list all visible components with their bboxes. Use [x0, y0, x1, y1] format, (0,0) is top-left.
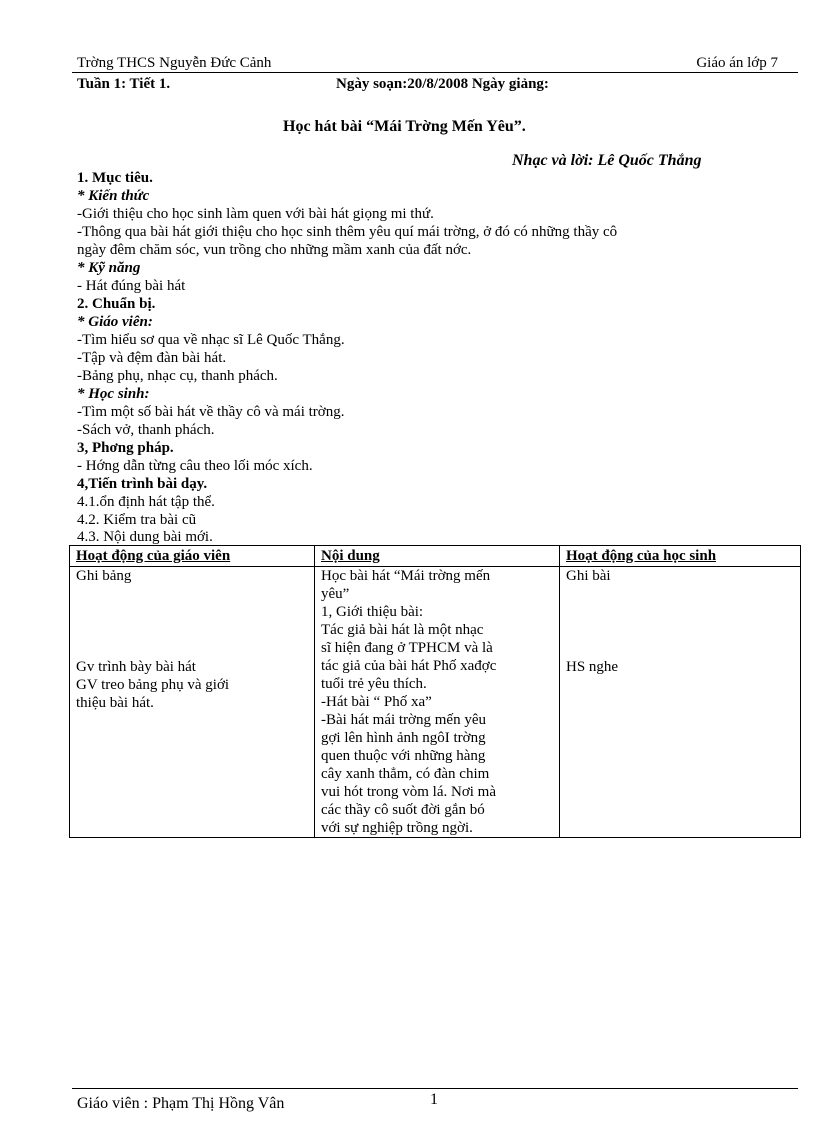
body-line: - Hát đúng bài hát [77, 278, 186, 294]
lesson-plan-label: Giáo án lớp 7 [696, 55, 778, 71]
header-content: Nội dung [315, 546, 560, 567]
activity-table [69, 545, 801, 838]
content-cell [315, 567, 560, 838]
content-line: các thầy cô suốt đời gắn bó [321, 802, 485, 818]
body-line: -Tìm hiểu sơ qua về nhạc sĩ Lê Quốc Thắng. [77, 332, 345, 348]
teacher-activity-line: Gv trình bày bài hát [76, 659, 196, 675]
body-line: -Tìm một số bài hát về thầy cô và mái trờng. [77, 404, 345, 420]
content-line: -Hát bài “ Phố xa” [321, 694, 432, 710]
section-preparation: 2. Chuẩn bị. [77, 296, 156, 312]
teacher-activity-line: Ghi bảng [76, 568, 132, 584]
content-line: -Bài hát mái trờng mến yêu [321, 712, 486, 728]
section-procedure: 4,Tiến trình bài dạy. [77, 476, 208, 492]
table-row [70, 567, 801, 838]
content-line: yêu” [321, 586, 350, 602]
body-line: ngày đêm chăm sóc, vun trồng cho những mầm xanh của đất nớc. [77, 242, 472, 258]
content-line: quen thuộc với những hàng [321, 748, 486, 764]
student-activity-line: HS nghe [566, 659, 619, 675]
content-line: 1, Giới thiệu bài: [321, 604, 424, 620]
section-methods: 3, Phơng pháp. [77, 440, 174, 456]
content-line: gợi lên hình ảnh ngôI trờng [321, 730, 486, 746]
content-line: tuổi trẻ yêu thích. [321, 676, 427, 692]
content-line: Học bài hát “Mái trờng mến [321, 568, 491, 584]
body-line: -Sách vở, thanh phách. [77, 422, 215, 438]
body-line: -Giới thiệu cho học sinh làm quen với bài hát giọng mi thứ. [77, 206, 434, 222]
body-line: -Bảng phụ, nhạc cụ, thanh phách. [77, 368, 278, 384]
content-line: cây xanh thẳm, có đàn chim [321, 766, 490, 782]
header-rule [72, 72, 798, 73]
header-teacher-activity: Hoạt động của giáo viên [70, 546, 315, 567]
lesson-title: Học hát bài “Mái Trờng Mến Yêu”. [283, 118, 526, 135]
teacher-activity-cell [70, 567, 315, 838]
content-line: sĩ hiện đang ở TPHCM và là [321, 640, 493, 656]
teacher-activity-line: thiệu bài hát. [76, 695, 154, 711]
subheading-students: * Học sinh: [77, 386, 150, 402]
body-line: 4.1.ổn định hát tập thể. [77, 494, 215, 510]
song-author: Nhạc và lời: Lê Quốc Thắng [512, 152, 702, 169]
dates: Ngày soạn:20/8/2008 Ngày giảng: [336, 76, 549, 92]
page-number: 1 [430, 1091, 438, 1108]
teacher-activity-line: GV treo bảng phụ và giới [76, 677, 230, 693]
student-activity-line: Ghi bài [566, 568, 611, 584]
subheading-skills: * Kỹ năng [77, 260, 141, 276]
header-student-activity: Hoạt động của học sinh [560, 546, 801, 567]
school-name: Trờng THCS Nguyễn Đức Cảnh [77, 55, 272, 71]
subheading-teacher: * Giáo viên: [77, 314, 153, 330]
body-line: 4.2. Kiểm tra bài cũ [77, 512, 197, 528]
table-header-row [70, 546, 801, 567]
teacher-name: Giáo viên : Phạm Thị Hồng Vân [77, 1095, 285, 1112]
section-objectives: 1. Mục tiêu. [77, 170, 153, 186]
content-line: tác giả của bài hát Phố xađợc [321, 658, 497, 674]
subheading-knowledge: * Kiến thức [77, 188, 150, 204]
body-line: - Hớng dẫn từng câu theo lối móc xích. [77, 458, 313, 474]
body-line: -Thông qua bài hát giới thiệu cho học sinh thêm yêu quí mái trờng, ở đó có những thầy cô [77, 224, 618, 240]
content-line: vui hót trong vòm lá. Nơi mà [321, 784, 496, 800]
footer-rule [72, 1088, 798, 1089]
body-line: 4.3. Nội dung bài mới. [77, 529, 213, 545]
content-line: Tác giả bài hát là một nhạc [321, 622, 484, 638]
content-line: với sự nghiệp trồng ngời. [321, 820, 473, 836]
week-period: Tuần 1: Tiết 1. [77, 76, 171, 92]
body-line: -Tập và đệm đàn bài hát. [77, 350, 227, 366]
student-activity-cell [560, 567, 801, 838]
